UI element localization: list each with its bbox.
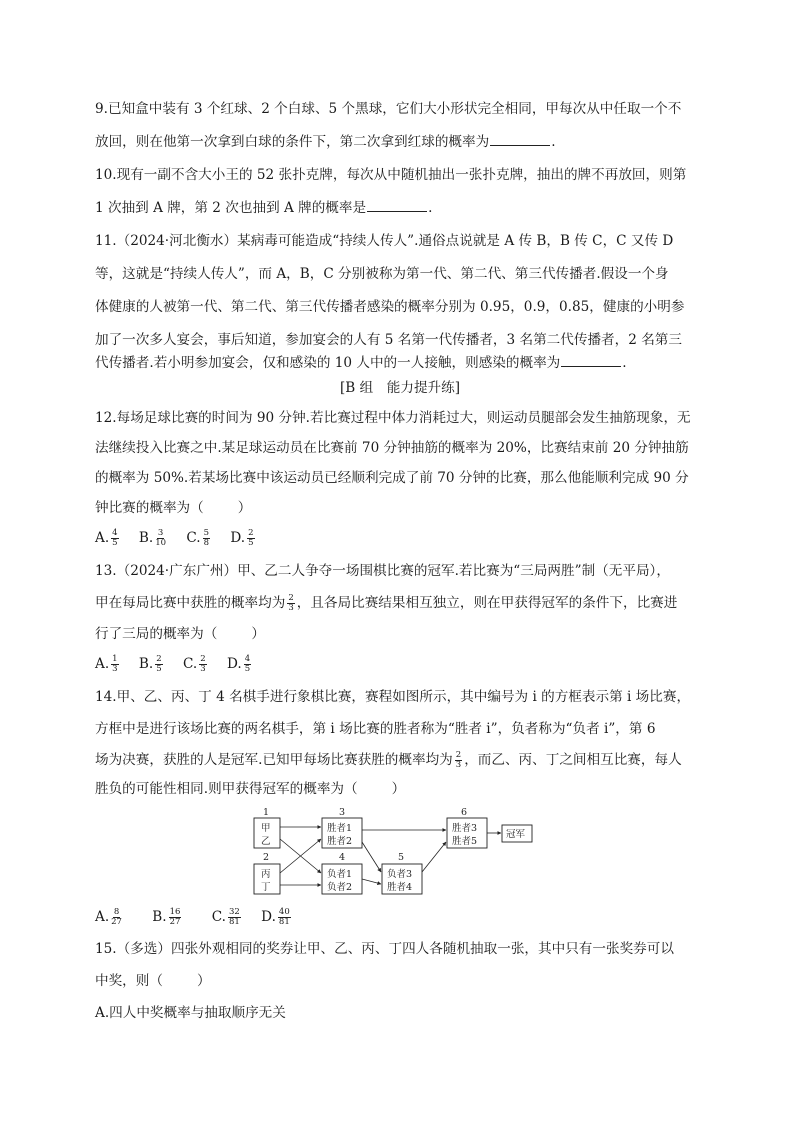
q14-option-c: C. $\frac{32}{81}$ [211, 907, 240, 927]
q9-line1: 9.已知盒中装有 3 个红球、2 个白球、5 个黑球，它们大小形状完全相同，甲每次从中任取一个不 [95, 101, 682, 117]
q12-line2: 法继续投入比赛之中.某足球运动员在比赛前 70 分钟抽筋的概率为 20%，比赛结束前 20 分钟抽筋 [95, 440, 689, 456]
box2-bottom: 丁 [261, 882, 271, 893]
q12-line4 [95, 499, 705, 517]
q10-answer-blank [367, 199, 427, 212]
q10-line2 [95, 199, 705, 217]
q12-options [95, 529, 705, 548]
match-label-2: 2 [263, 852, 270, 863]
q14-option-a: A. $\frac{8}{27}$ [95, 907, 122, 927]
q13-line1: 13.（2024·广东广州）甲、乙二人争夺一场围棋比赛的冠军.若比赛为“三局两胜”制（无平局）， [95, 563, 670, 579]
q14-option-b: B. $\frac{16}{27}$ [152, 907, 181, 927]
q13-option-b: B. $\frac{2}{5}$ [138, 654, 162, 674]
q12-line1: 12.每场足球比赛的时间为 90 分钟.若比赛过程中体力消耗过大，则运动员腿部会发生抽筋现象，无 [95, 410, 691, 426]
q11-line4: 加了一次多人宴会，事后知道，参加宴会的人有 5 名第一代传播者，3 名第二代传播者，2 名第三 [95, 332, 682, 348]
q10-line1: 10.现有一副不含大小王的 52 张扑克牌，每次从中随机抽出一张扑克牌，抽出的牌不再放回，则第 [95, 167, 687, 183]
match-label-3: 3 [339, 807, 346, 818]
q13-line3: 行了三局的概率为（ ） [95, 626, 265, 642]
q14-line4: 胜负的可能性相同.则甲获得冠军的概率为（ ） [95, 781, 406, 797]
q11-line2: 等，这就是“持续人传人”，而 A，B，C 分别被称为第一代、第二代、第三代传播者.假设一个身 [95, 266, 669, 282]
q13-line2: 甲在每局比赛中获胜的概率均为 $\frac{2}{3}$ ，且各局比赛结果相互独立，则在甲获得冠军的条件下，比赛进 [95, 593, 678, 613]
q14-line1: 14.甲、乙、丙、丁 4 名棋手进行象棋比赛，赛程如图所示，其中编号为 i 的方框表示第 i 场比赛， [95, 689, 691, 705]
q14-options [95, 908, 705, 927]
q10-period: . [428, 200, 433, 216]
q9-answer-blank [490, 133, 550, 146]
box5-bottom: 胜者4 [387, 882, 413, 893]
q13-option-c: C. $\frac{2}{3}$ [182, 654, 206, 674]
q15-option-a: A.四人中奖概率与抽取顺序无关 [95, 1005, 286, 1021]
match-label-4: 4 [339, 852, 346, 863]
match-label-6: 6 [461, 807, 468, 818]
match-label-1: 1 [263, 807, 270, 818]
box6-top: 胜者3 [452, 823, 478, 834]
box6-bottom: 胜者5 [452, 836, 478, 847]
q9-text: 放回，则在他第一次拿到白球的条件下，第二次拿到红球的概率为 [95, 134, 490, 150]
q12-stem: 钟比赛的概率为（ [95, 500, 204, 516]
q12-option-c: C. $\frac{5}{8}$ [186, 528, 210, 548]
box3-top: 胜者1 [327, 823, 353, 834]
q10-text: 1 次抽到 A 牌，第 2 次也抽到 A 牌的概率是 [95, 200, 367, 216]
box2-top: 丙 [261, 869, 271, 880]
q12-line3: 的概率为 50%.若某场比赛中该运动员已经顺利完成了前 70 分钟的比赛，那么他能顺利完成 90 分 [95, 470, 689, 486]
q13-option-d: D. $\frac{4}{5}$ [226, 654, 251, 674]
match-label-5: 5 [398, 852, 405, 863]
q14-option-d: D. $\frac{40}{81}$ [261, 907, 290, 927]
q11-line3: 体健康的人被第一代、第二代、第三代传播者感染的概率分别为 0.95，0.9，0.85，健康的小明参 [95, 299, 685, 315]
q12-option-d: D. $\frac{2}{5}$ [230, 528, 254, 548]
tournament-bracket-diagram [252, 806, 542, 902]
q14-line3: 场为决赛，获胜的人是冠军.已知甲每场比赛获胜的概率均为 $\frac{2}{3}$ ，而乙、丙、丁之间相互比赛，每人 [95, 750, 682, 770]
q13-fraction: $\frac{2}{3}$ [288, 593, 294, 613]
q15-line1: 15.（多选）四张外观相同的奖券让甲、乙、丙、丁四人各随机抽取一张，其中只有一张奖券可以 [95, 941, 674, 957]
q15-line2: 中奖，则（ ） [95, 973, 211, 989]
q11-text: 代传播者.若小明参加宴会，仅和感染的 10 人中的一人接触，则感染的概率为 [95, 355, 561, 371]
q11-line1: 11.（2024·河北衡水）某病毒可能造成“持续人传人”.通俗点说就是 A 传 B，B 传 C，C 又传 D [95, 233, 674, 249]
q11-line5 [95, 354, 705, 372]
q9-line2 [95, 133, 705, 151]
q12-option-a: A. $\frac{4}{5}$ [95, 528, 118, 548]
box4-bottom: 负者2 [327, 882, 353, 893]
q12-close-paren: ） [237, 500, 252, 516]
q12-option-b: B. $\frac{3}{10}$ [138, 528, 167, 548]
q13-options [95, 655, 705, 674]
q9-period: . [551, 134, 556, 150]
q14-fraction: $\frac{2}{3}$ [455, 750, 462, 770]
section-b-heading: [B 组 能力提升练] [339, 380, 461, 396]
box5-top: 负者3 [387, 869, 413, 880]
q11-answer-blank [561, 354, 621, 367]
champion-label: 冠军 [506, 829, 526, 840]
q13-option-a: A. $\frac{1}{3}$ [95, 654, 118, 674]
box3-bottom: 胜者2 [327, 836, 353, 847]
q14-line2: 方框中是进行该场比赛的两名棋手，第 i 场比赛的胜者称为“胜者 i”，负者称为“负者 i”，第 6 [95, 721, 656, 737]
box4-top: 负者1 [327, 869, 353, 880]
box1-top: 甲 [261, 823, 271, 834]
q11-period: . [622, 355, 627, 371]
box1-bottom: 乙 [261, 836, 271, 847]
